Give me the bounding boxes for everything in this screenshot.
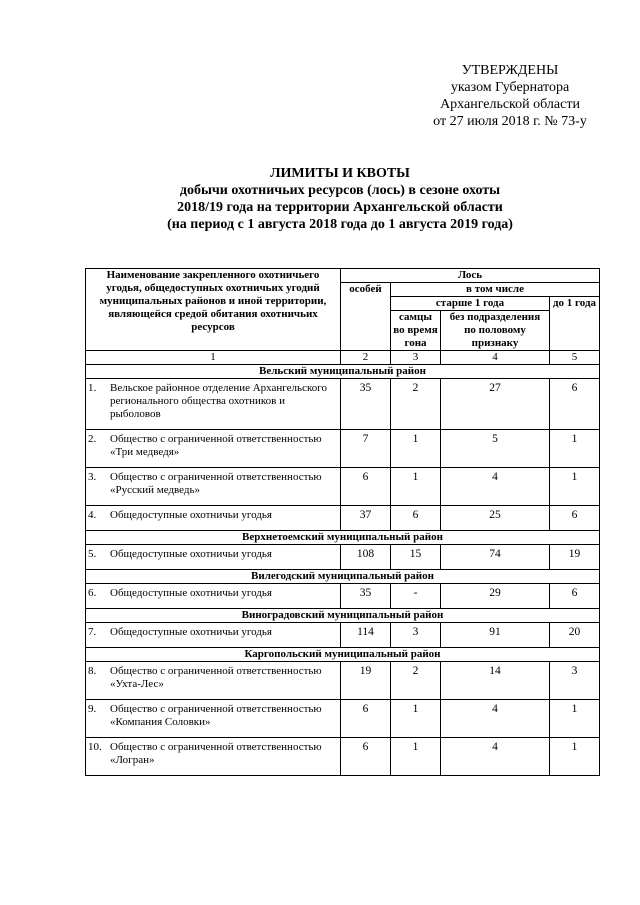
title-line: (на период с 1 августа 2018 года до 1 августа 2019 года) — [167, 217, 513, 232]
title-line: 2018/19 года на территории Архангельской области — [177, 200, 503, 215]
no-sex-value: 25 — [441, 506, 550, 531]
young-value: 1 — [550, 700, 600, 738]
total-value: 6 — [341, 468, 391, 506]
no-sex-value: 4 — [441, 468, 550, 506]
column-numbers-row — [86, 351, 600, 365]
males-value: 1 — [391, 468, 441, 506]
table-row — [86, 700, 600, 738]
males-value: 1 — [391, 738, 441, 776]
approval-line: Архангельской области — [440, 97, 580, 112]
entity-cell — [86, 506, 341, 531]
young-value: 1 — [550, 430, 600, 468]
district-row — [86, 531, 600, 545]
entity-name: Общество с ограниченной ответственностью «Логран» — [110, 741, 322, 766]
total-value: 6 — [341, 738, 391, 776]
district-row — [86, 648, 600, 662]
row-number: 10. — [88, 741, 102, 753]
total-value: 19 — [341, 662, 391, 700]
approval-line: УТВЕРЖДЕНЫ — [461, 63, 559, 78]
header-name-column: Наименование закрепленного охотничьего угодья, общедоступных охотничьих угодий муниципальных районов и иной территории, являющейся средой обитания охотничьих ресурсов — [86, 269, 341, 351]
column-number: 1 — [86, 351, 341, 365]
table-body — [86, 365, 600, 776]
no-sex-value: 4 — [441, 700, 550, 738]
males-value: - — [391, 584, 441, 609]
approval-line: от 27 июля 2018 г. № 73-у — [433, 114, 587, 129]
district-name: Вельский муниципальный район — [86, 365, 600, 379]
table-row — [86, 430, 600, 468]
title-line: добычи охотничьих ресурсов (лось) в сезоне охоты — [179, 183, 501, 198]
table-row — [86, 506, 600, 531]
row-number: 9. — [88, 703, 97, 715]
males-value: 3 — [391, 623, 441, 648]
entity-cell — [86, 430, 341, 468]
no-sex-value: 74 — [441, 545, 550, 570]
row-number: 1. — [88, 382, 97, 394]
entity-cell — [86, 662, 341, 700]
males-value: 1 — [391, 430, 441, 468]
row-number: 5. — [88, 548, 97, 560]
table-row — [86, 584, 600, 609]
total-value: 114 — [341, 623, 391, 648]
district-name: Верхнетоемский муниципальный район — [86, 531, 600, 545]
header-older: старше 1 года — [391, 297, 550, 311]
header-under-one-year: до 1 года — [550, 297, 600, 351]
entity-name: Общество с ограниченной ответственностью «Ухта-Лес» — [110, 665, 322, 690]
row-number: 6. — [88, 587, 97, 599]
young-value: 1 — [550, 468, 600, 506]
approval-stamp — [400, 62, 620, 130]
males-value: 2 — [391, 379, 441, 430]
total-value: 35 — [341, 584, 391, 609]
males-value: 15 — [391, 545, 441, 570]
row-number: 7. — [88, 626, 97, 638]
column-number: 4 — [441, 351, 550, 365]
young-value: 1 — [550, 738, 600, 776]
column-number: 3 — [391, 351, 441, 365]
no-sex-value: 5 — [441, 430, 550, 468]
males-value: 1 — [391, 700, 441, 738]
young-value: 20 — [550, 623, 600, 648]
young-value: 6 — [550, 584, 600, 609]
district-row — [86, 570, 600, 584]
header-total: особей — [341, 283, 391, 351]
document-title — [60, 165, 620, 233]
row-number: 4. — [88, 509, 97, 521]
young-value: 3 — [550, 662, 600, 700]
young-value: 6 — [550, 506, 600, 531]
no-sex-value: 14 — [441, 662, 550, 700]
entity-name: Общедоступные охотничьи угодья — [110, 548, 272, 560]
no-sex-value: 91 — [441, 623, 550, 648]
entity-cell — [86, 584, 341, 609]
total-value: 37 — [341, 506, 391, 531]
entity-cell — [86, 379, 341, 430]
row-number: 2. — [88, 433, 97, 445]
entity-cell — [86, 623, 341, 648]
approval-line: указом Губернатора — [450, 80, 570, 95]
entity-name: Общество с ограниченной ответственностью «Компания Соловки» — [110, 703, 322, 728]
entity-name: Общество с ограниченной ответственностью «Три медведя» — [110, 433, 322, 458]
district-row — [86, 609, 600, 623]
column-number: 2 — [341, 351, 391, 365]
district-name: Вилегодский муниципальный район — [86, 570, 600, 584]
table-row — [86, 738, 600, 776]
entity-cell — [86, 545, 341, 570]
entity-name: Общедоступные охотничьи угодья — [110, 587, 272, 599]
header-including: в том числе — [391, 283, 600, 297]
row-number: 3. — [88, 471, 97, 483]
males-value: 6 — [391, 506, 441, 531]
no-sex-value: 29 — [441, 584, 550, 609]
males-value: 2 — [391, 662, 441, 700]
district-row — [86, 365, 600, 379]
total-value: 35 — [341, 379, 391, 430]
no-sex-value: 4 — [441, 738, 550, 776]
header-males: самцы во время гона — [391, 311, 441, 351]
limits-table — [85, 268, 600, 776]
district-name: Каргопольский муниципальный район — [86, 648, 600, 662]
title-line: ЛИМИТЫ И КВОТЫ — [270, 166, 410, 181]
header-species: Лось — [341, 269, 600, 283]
column-number: 5 — [550, 351, 600, 365]
total-value: 7 — [341, 430, 391, 468]
entity-name: Общедоступные охотничьи угодья — [110, 509, 272, 521]
no-sex-value: 27 — [441, 379, 550, 430]
row-number: 8. — [88, 665, 97, 677]
table-row — [86, 379, 600, 430]
total-value: 6 — [341, 700, 391, 738]
entity-cell — [86, 468, 341, 506]
district-name: Виноградовский муниципальный район — [86, 609, 600, 623]
entity-name: Общество с ограниченной ответственностью «Русский медведь» — [110, 471, 322, 496]
table-row — [86, 623, 600, 648]
table-row — [86, 468, 600, 506]
entity-cell — [86, 700, 341, 738]
table-row — [86, 545, 600, 570]
table-row — [86, 662, 600, 700]
entity-cell — [86, 738, 341, 776]
total-value: 108 — [341, 545, 391, 570]
entity-name: Вельское районное отделение Архангельского регионального общества охотников и рыболовов — [110, 382, 327, 420]
entity-name: Общедоступные охотничьи угодья — [110, 626, 272, 638]
young-value: 6 — [550, 379, 600, 430]
header-no-sex: без подразделения по половому признаку — [441, 311, 550, 351]
young-value: 19 — [550, 545, 600, 570]
